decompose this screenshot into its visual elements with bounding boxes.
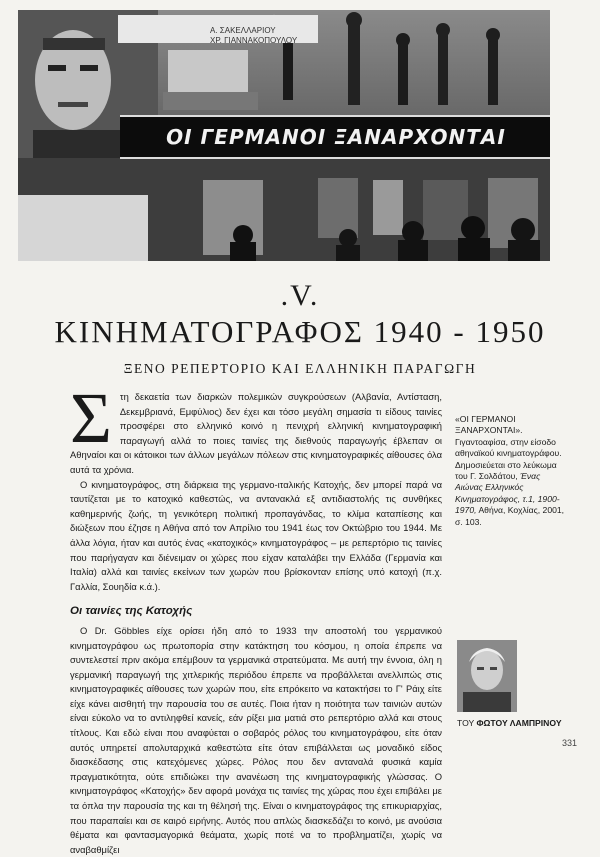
paragraph [70,378,442,478]
poster-credit-line: Α. ΣΑΚΕΛΛΑΡΙΟΥ [210,26,276,35]
author-prefix: ΤΟΥ [457,718,475,728]
poster-banner: ΟΙ ΓΕΡΜΑΝΟΙ ΞΑΝΑΡΧΟΝΤΑΙ [120,115,550,159]
caption-book-title: Ένας Αιώνας Ελληνικός Κινηματογράφος, τ.1, 1900-1970, [455,471,560,516]
paragraph: Ο κινηματογράφος, στη διάρκεια της γερμανο-ιταλικής Κατοχής, δεν μπορεί παρά να ταυτίζεται με το κατοχικό καθεστώς, να αντανακλά εξ αντιδιαστολής τις συνθήκες καθημερινής ζωής, τη γενικότερη πολιτική προπαγάνδας, το κλίμα καταπίεσης και διώξεων που έζησε η Αθήνα από τον Απρίλιο του 1941 έως τον Οκτώβριο του 1944. Με άλλα λόγια, ήταν και αυτός ένας «κατοχικός» κινηματογράφος – με ρεπερτόριο τις ταινίες που παρήγαγαν και διένειμαν οι χώρες που είχαν καταλάβει την Ελλάδα (Γερμανία και Ιταλία) αλλά και ταινίες εκείνων των χωρών που βρίσκονταν επίσης υπό κατοχή (π.χ. Γαλλία, Σουηδία κ.ά.). [70,478,442,592]
author-credit [457,718,567,729]
author-name: ΦΩΤΟΥ ΛΑΜΠΡΙΝΟΥ [476,718,562,728]
section-number: .V. [280,279,320,312]
chapter-title: ΚΙΝΗΜΑΤΟΓΡΑΦΟΣ 1940 - 1950 [54,314,546,349]
caption-text: Γιγαντοαφίσα, στην είσοδο αθηναϊκού κινηματογράφου. Δημοσιεύεται στο λεύκωμα του Γ. Σολδάτου, [455,436,562,482]
chapter-subtitle: ΞΕΝΟ ΡΕΠΕΡΤΟΡΙΟ ΚΑΙ ΕΛΛΗΝΙΚΗ ΠΑΡΑΓΩΓΗ [123,361,477,376]
caption-title: «ΟΙ ΓΕΡΜΑΝΟΙ ΞΑΝΑΡΧΟΝΤΑΙ». [455,414,523,436]
header-photograph [18,10,550,261]
poster-credits [210,26,297,46]
paragraph: Ο Dr. Göbbles είχε ορίσει ήδη από το 1933 την αποστολή του γερμανικού κινηματογράφου ως πρωτοπορία στην κατάκτηση του κόσμου, η οποία έπρεπε να συντελεστεί πριν ακόμα επέμβουν τα γερμανικά στρατεύματα. Με αυτή την έννοια, όλη η γερμανική παραγωγή της χιτλερικής περιόδου έπρεπε να προβάλλεται ανελλιπώς στις κινηματογραφικές αίθουσες των χωρών που, είτε επρόκειτο να κατακτήσει το Γ' Ράιχ είτε είχε κάνει αισθητή την παρουσία του σε αυτές. Ποια ήταν η ποιότητα των ταινιών αυτών είναι εύκολο να το αντιληφθεί κανείς, εάν ρίξει μια ματιά στο ρεπερτόριο αλλά και στους τίτλους. Και εδώ είναι που αναφύεται ο σοβαρός ρόλος του κινηματογράφου, είτε όταν αυτός υπηρετεί απολυταρχικά καθεστώτα είτε όταν επιβάλλεται ως μοναδικό είδος διασκέδασης στις κατεχόμενες χώρες. Ρόλος που δεν ανταναλά φυσικά καμία πραγματικότητα, ούτε επιδιώκει την ανανέωση της κινηματογραφικής γλώσσας. Ο κινηματογράφος «Κατοχής» δεν αφορά μονάχα τις ταινίες της χώρας που έχει επιβάλει με τα όπλα την παρουσία της και τη θέλησή της. Είναι ο κινηματογράφος της επικυριαρχίας, που παραπαίει και σε καιρό ειρήνης. Αυτός που απλώς διασκεδάζει το κοινό, με ανούσια θέματα και φαντασμαγορικά θεάματα, χωρίς ποτέ να το προβληματίζει, χωρίς να αναβαθμίζει [70,624,442,855]
poster-credit-line: ΧΡ. ΓΙΑΝΝΑΚΟΠΟΥΛΟΥ [210,36,298,45]
paragraph-text: τη δεκαετία των διαρκών πολεμικών συγκρούσεων (Αλβανία, Αντίσταση, Δεκεμβριανά, Εμφύλιος) δεν έχει και τόσο μεγάλη σημασία τι είδους ταινίες προσφέρει στο ελληνικό κοινό η πενιχρή ελληνική κινηματογραφική παραγωγή αλλά το ποιες ταινίες της διεθνούς παραγωγής έβλεπαν οι Αθηναίοι και οι κάτοικοι των άλλων μεγάλων πόλεων στις κινηματογραφικές αίθουσες όλα αυτά τα χρόνια. [70,391,442,475]
photo-caption [455,414,565,528]
article-body [70,378,442,857]
portrait-image [457,640,517,712]
page-number: 331 [562,738,578,748]
drop-cap: Σ [70,378,112,458]
section-heading: Οι ταινίες της Κατοχής [70,605,193,618]
author-portrait [457,640,517,712]
caption-publisher: Αθήνα, Κοχλίας, 2001, σ. 103. [455,505,565,527]
